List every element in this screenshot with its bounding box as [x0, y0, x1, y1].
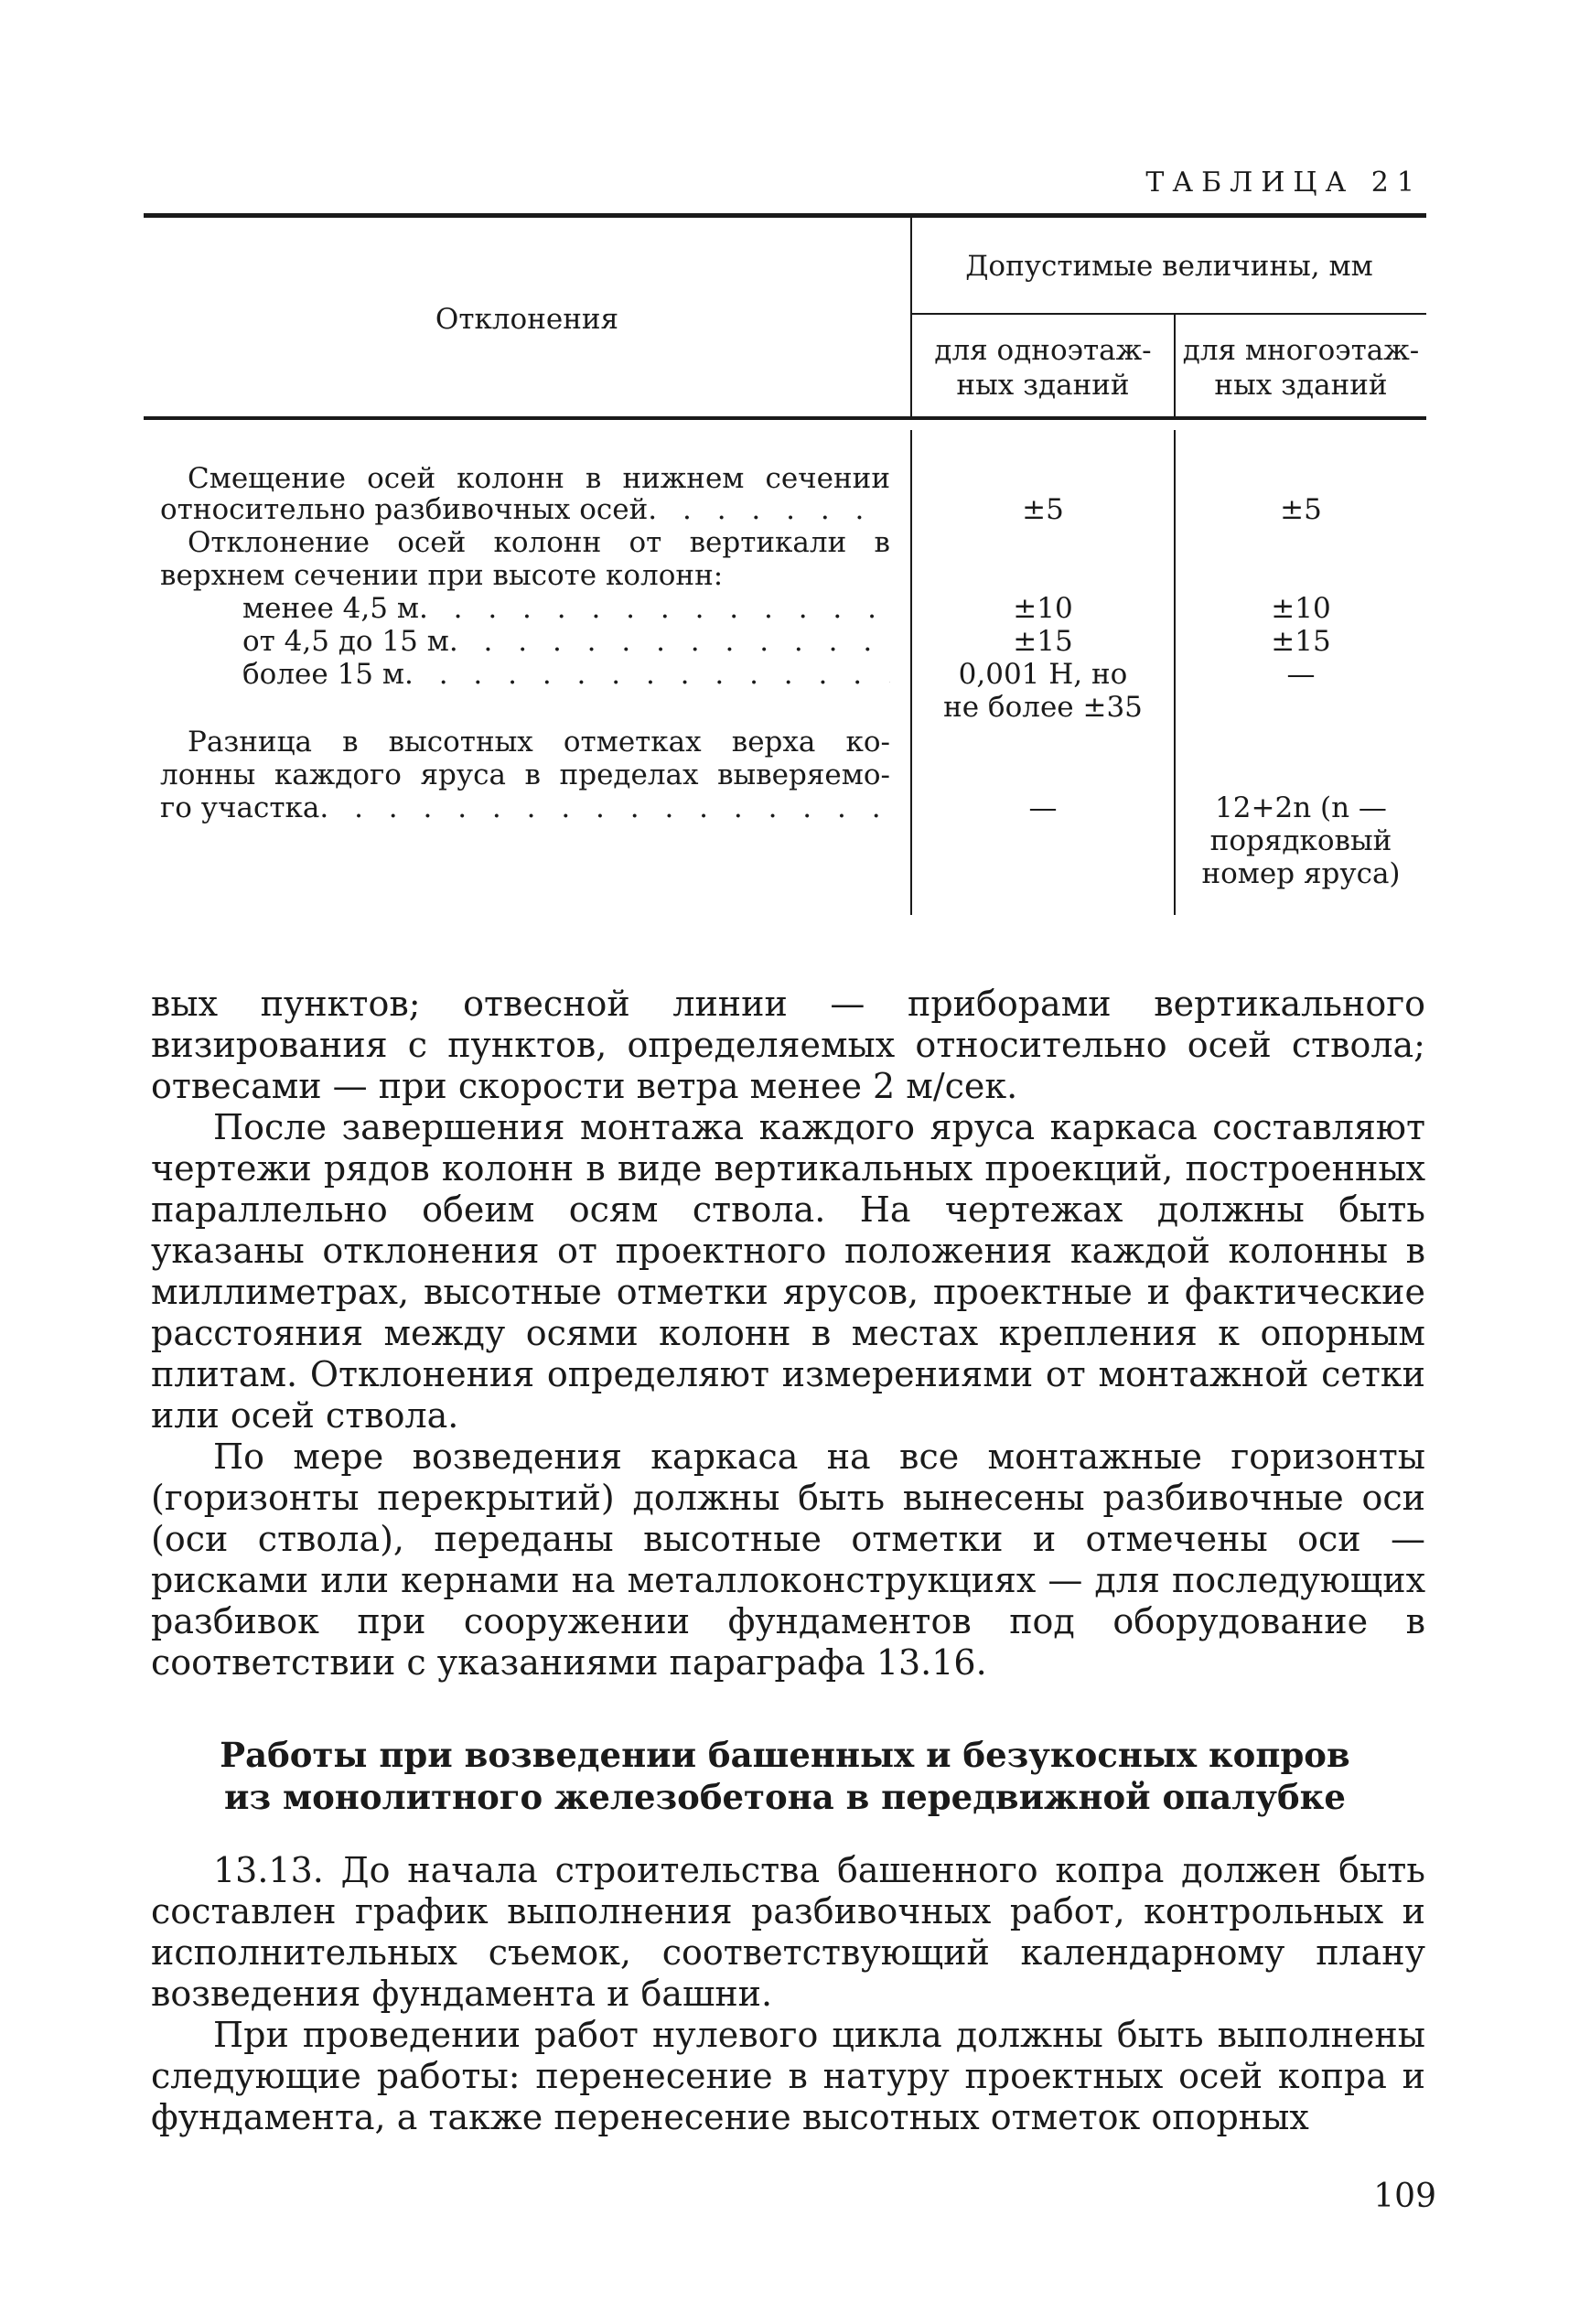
table-header-rule	[144, 416, 1426, 420]
row6-line1: Разница в высотных отметках верха ко-	[188, 726, 890, 759]
row1-line1: Смещение осей колонн в нижнем сечении	[188, 462, 890, 495]
row6-single-value: —	[1028, 791, 1058, 824]
row2-line1: Отклонение осей колонн от вертикали в	[188, 526, 890, 559]
section-heading: Работы при возведении башенных и безукосных копров из монолитного железобетона в передвижной опалубке	[220, 1735, 1350, 1817]
row1-line2: относительно разбивочных осей . . .	[160, 493, 890, 526]
table-top-rule	[144, 213, 1426, 218]
row3-single-value: ±10	[1013, 592, 1073, 625]
row1-single-value: ±5	[1022, 493, 1064, 526]
row6-line2: лонны каждого яруса в пределах выверяемо-	[160, 759, 890, 791]
row2-line2: верхнем сечении при высоте колонн:	[160, 559, 724, 592]
row5-multi-value: —	[1286, 658, 1316, 691]
row3-label: менее 4,5 м . . .	[242, 592, 890, 625]
row5-single-value: 0,001 Н, но не более ±35	[943, 658, 1143, 724]
page-number: 109	[1373, 2178, 1436, 2215]
row3-multi-value: ±10	[1271, 592, 1331, 625]
row4-single-value: ±15	[1013, 625, 1073, 658]
header-allowable-values: Допустимые величины, мм	[965, 250, 1373, 283]
paragraph: При проведении работ нулевого цикла должны быть выполнены следующие работы: перенесение в натуру проектных осей копра и фундамента, а также перенесение высотных отметок опорных	[151, 2015, 1425, 2137]
paragraph: вых пунктов; отвесной линии — приборами вертикального визирования с пунктов, определяемых относительно осей ствола; отвесами — при скорости ветра менее 2 м/сек.	[151, 984, 1425, 1106]
paragraph: 13.13. До начала строительства башенного копра должен быть составлен график выполнения разбивочных работ, контрольных и исполнительных съемок, соответствующий календарному плану возведения фундамента и башни.	[151, 1850, 1425, 2014]
header-single-story: для одноэтаж- ных зданий	[934, 334, 1152, 402]
row5-label: более 15 м . . .	[242, 658, 890, 691]
row6-line3: го участка . . .	[160, 791, 890, 824]
row6-multi-value: 12+2n (n — порядковый номер яруса)	[1201, 791, 1401, 890]
row4-multi-value: ±15	[1271, 625, 1331, 658]
paragraph: По мере возведения каркаса на все монтажные горизонты (горизонты перекрытий) должны быть вынесены разбивочные оси (оси ствола), переданы высотные отметки и отмечены оси — рисками или кернами на металлоконструкциях — для последующих разбивок при сооружении фундаментов под оборудование в соответствии с указаниями параграфа 13.16.	[151, 1436, 1425, 1683]
table-caption: ТАБЛИЦА 21	[1145, 167, 1423, 199]
row4-label: от 4,5 до 15 м . . .	[242, 625, 890, 658]
paragraph: После завершения монтажа каждого яруса каркаса составляют чертежи рядов колонн в виде вертикальных проекций, построенных параллельно обеим осям ствола. На чертежах должны быть указаны отклонения от проектного положения каждой колонны в миллиметрах, высотные отметки ярусов, проектные и фактические расстояния между осями колонн в местах крепления к опорным плитам. Отклонения определяют измерениями от монтажной сетки или осей ствола.	[151, 1107, 1425, 1436]
header-deviations: Отклонения	[435, 303, 619, 336]
table-subheader-rule	[912, 313, 1426, 315]
row1-multi-value: ±5	[1280, 493, 1322, 526]
header-multi-story: для многоэтаж- ных зданий	[1182, 334, 1420, 402]
